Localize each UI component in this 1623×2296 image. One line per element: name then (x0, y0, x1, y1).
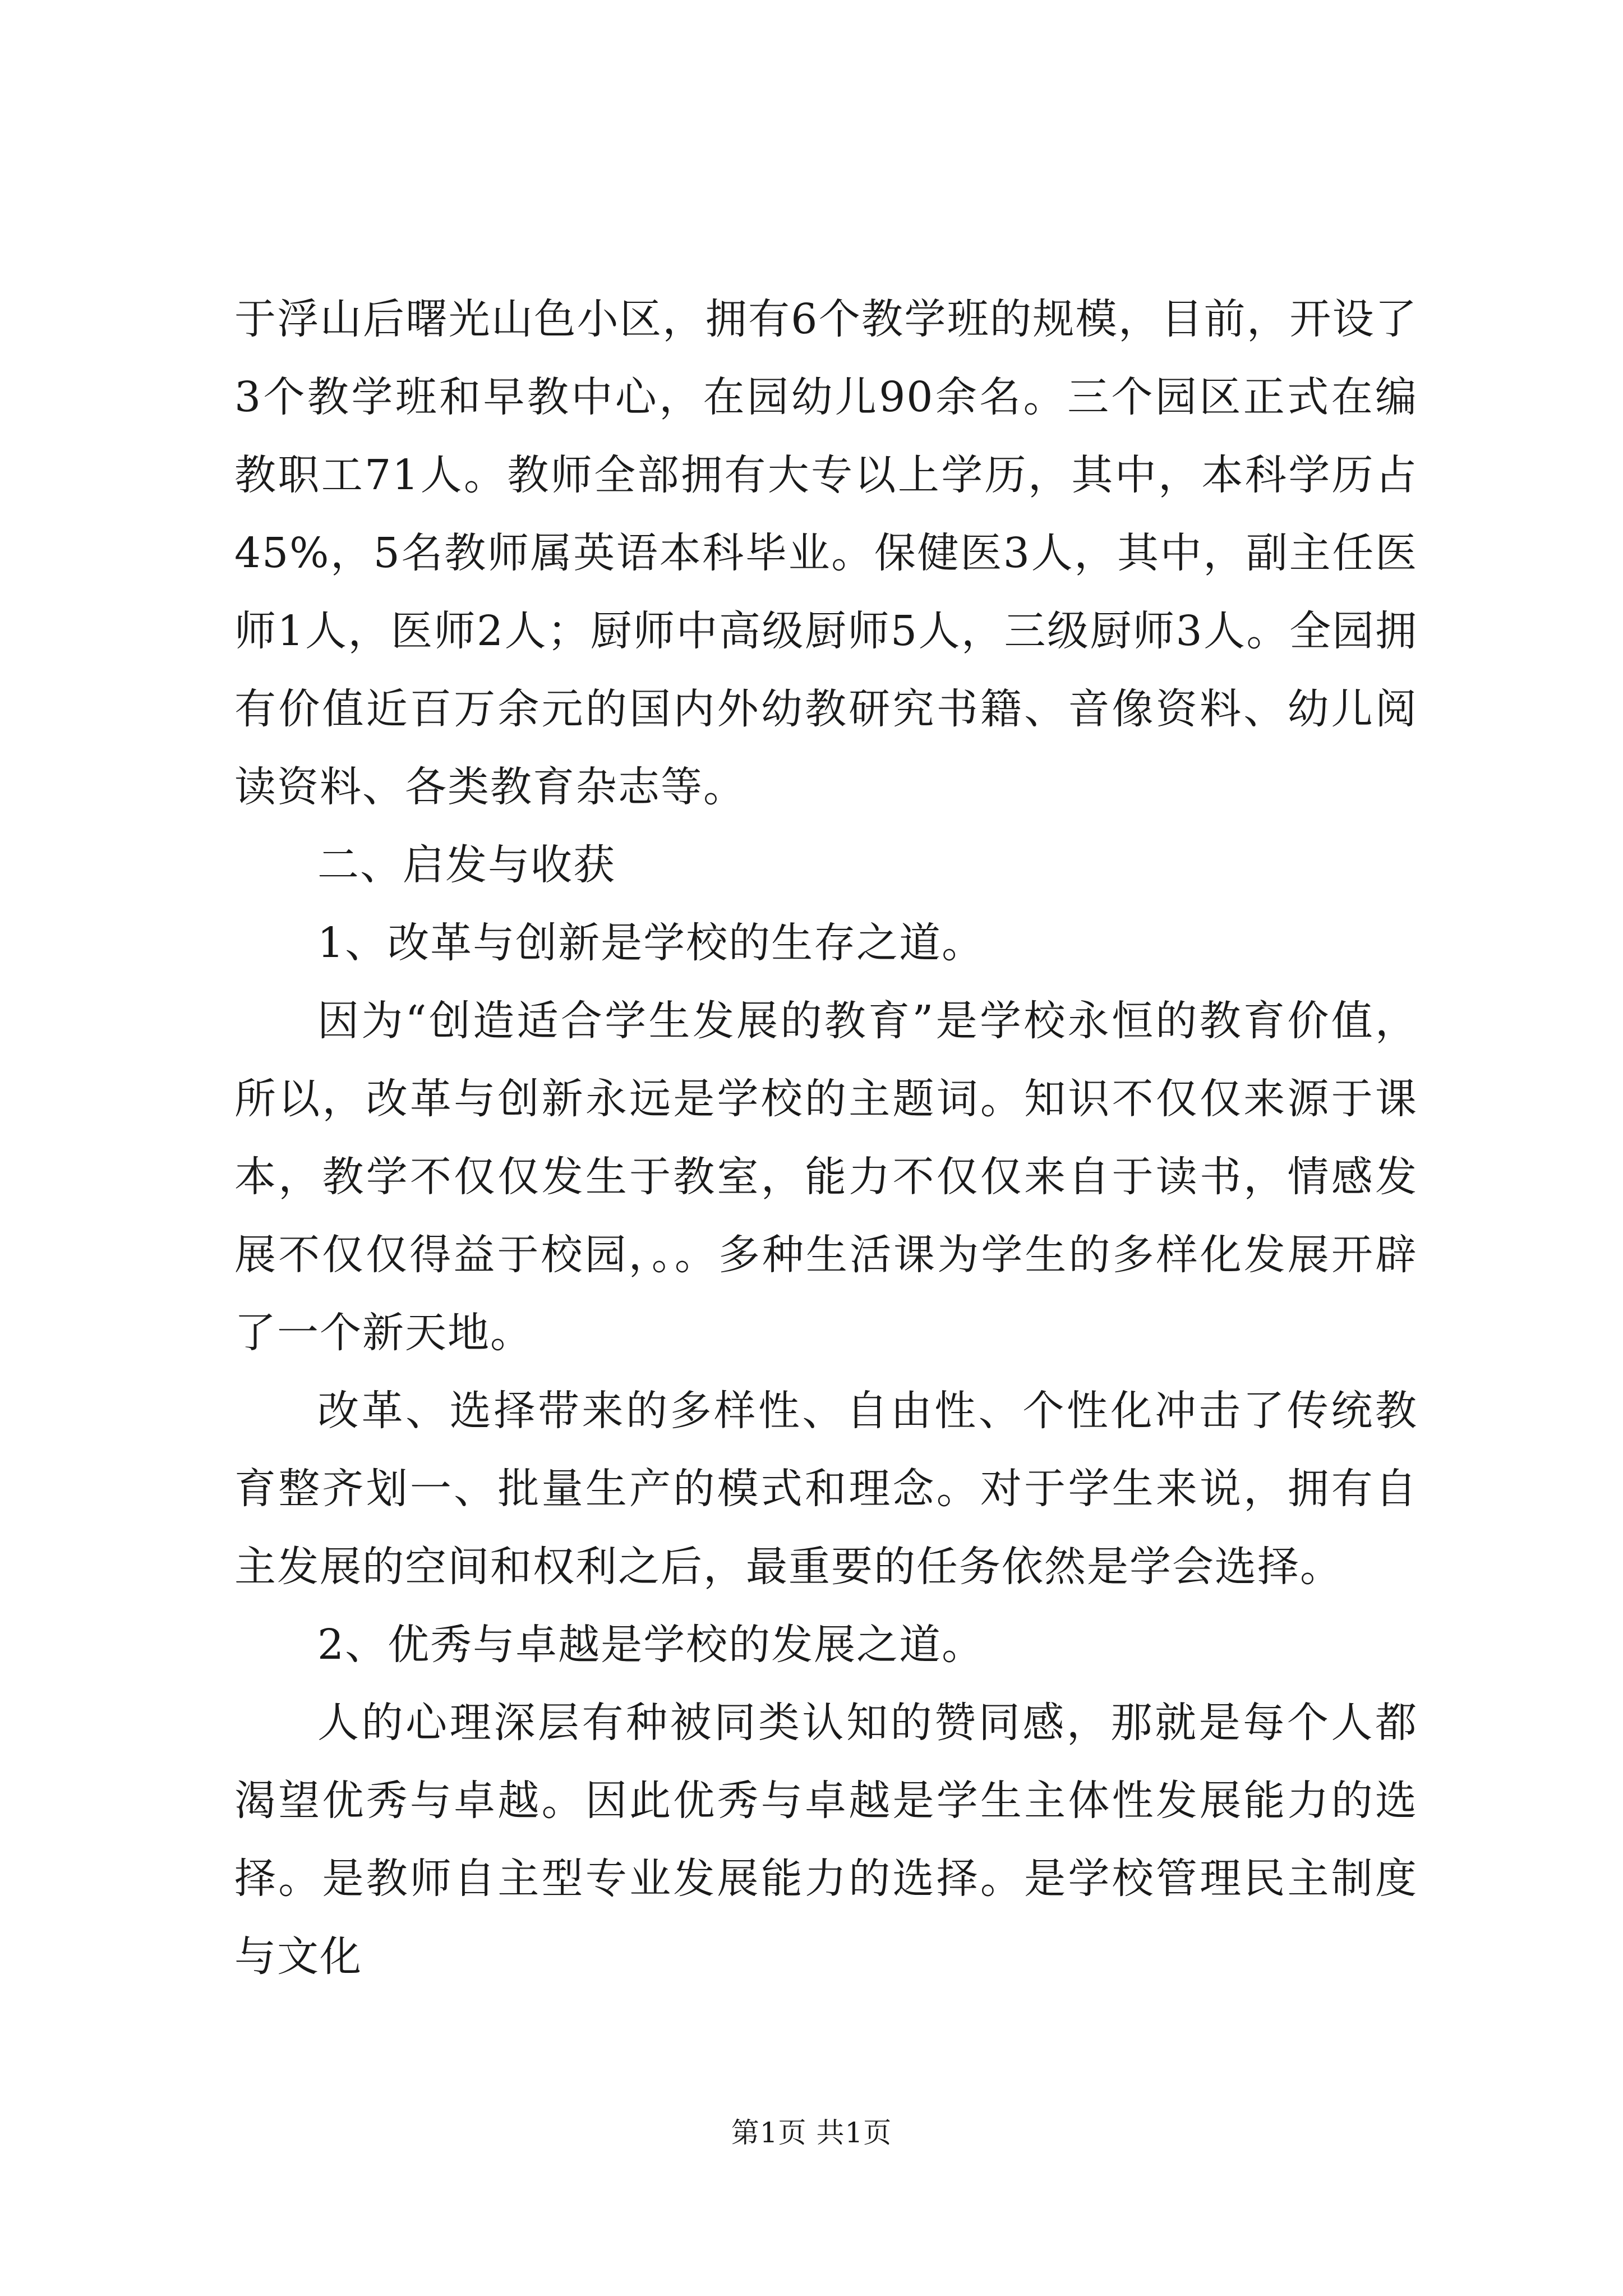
document-body (234, 280, 1418, 1996)
page-footer: 第1页 共1页 (731, 2116, 892, 2149)
paragraph: 人的心理深层有种被同类认知的赞同感，那就是每个人都渴望优秀与卓越。因此优秀与卓越是学生主体性发展能力的选择。是教师自主型专业发展能力的选择。是学校管理民主制度与文化 (234, 1699, 1418, 1981)
subsection-heading-2: 2、优秀与卓越是学校的发展之道。 (317, 1621, 985, 1669)
paragraph: 因为“创造适合学生发展的教育”是学校永恒的教育价值，所以，改革与创新永远是学校的主题词。知识不仅仅来源于课本，教学不仅仅发生于教室，能力不仅仅来自于读书，情感发展不仅仅得益于校园，。。多种生活课为学生的多样化发展开辟了一个新天地。 (234, 997, 1418, 1357)
paragraph-continued: 于浮山后曙光山色小区，拥有6个教学班的规模，目前，开设了3个教学班和早教中心，在园幼儿90余名。三个园区正式在编教职工71人。教师全部拥有大专以上学历，其中，本科学历占45%，5名教师属英语本科毕业。保健医3人，其中，副主任医师1人，医师2人；厨师中高级厨师5人，三级厨师3人。全园拥有价值近百万余元的国内外幼教研究书籍、音像资料、幼儿阅读资料、各类教育杂志等。 (234, 295, 1418, 811)
subsection-heading-1: 1、改革与创新是学校的生存之道。 (317, 919, 985, 967)
section-heading: 二、启发与收获 (317, 841, 616, 889)
paragraph: 改革、选择带来的多样性、自由性、个性化冲击了传统教育整齐划一、批量生产的模式和理念。对于学生来说，拥有自主发展的空间和权利之后，最重要的任务依然是学会选择。 (234, 1387, 1418, 1591)
